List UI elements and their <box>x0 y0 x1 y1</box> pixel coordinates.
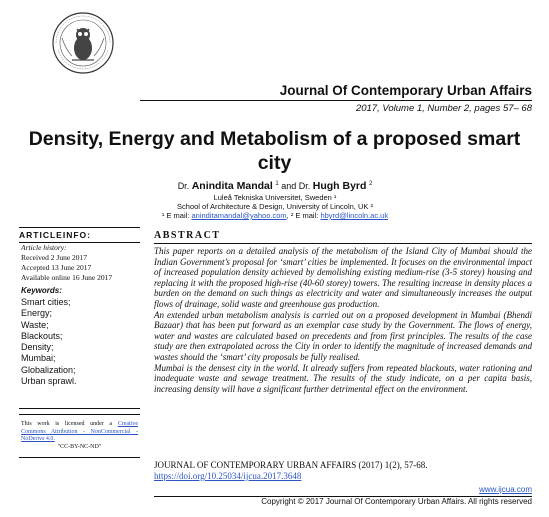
history-received: Received 2 June 2017 <box>21 253 88 262</box>
header-divider <box>140 100 532 101</box>
email-link-1[interactable]: aninditamandal@yahoo.com <box>191 211 287 220</box>
paper-title: Density, Energy and Metabolism of a proposed smart city <box>28 128 521 174</box>
citation-text: JOURNAL OF CONTEMPORARY URBAN AFFAIRS (2017) 1(2), 57-68. <box>154 460 428 470</box>
abstract-body <box>154 246 532 394</box>
license-code: "CC-BY-NC-ND" <box>57 443 102 450</box>
doi-link[interactable]: https://doi.org/10.25034/ijcua.2017.3648 <box>154 470 302 481</box>
author-emails <box>60 211 490 220</box>
affiliation-2: School of Architecture & Design, University of Lincoln, UK ² <box>177 202 373 211</box>
citation <box>154 460 532 482</box>
email-link-2[interactable]: hbyrd@lincoln.ac.uk <box>320 211 389 220</box>
abstract-paragraph: An extended urban metabolism analysis is carried out on a proposed development in Mumbai (Bhendi Bazaar) that has been put forward as an exemplar case study by the Government. The flows of energy, water and wastes are calculated based on precedents and from first principles. The results of the case study are then extrapolated across the City in order to identify the magnitude of increased demands and wastes should the ‘smart’ city proposals be fully realised. <box>154 309 532 362</box>
author-name: Hugh Byrd <box>312 180 367 192</box>
email-label: ¹ E mail: <box>161 211 190 220</box>
article-history-heading: Article history: <box>21 243 67 252</box>
abstract-heading: ABSTRACT <box>154 230 532 244</box>
article-info-heading: ARTICLEINFO: <box>19 230 140 243</box>
authors-line <box>60 180 490 192</box>
keywords-heading: Keywords: <box>21 286 62 295</box>
copyright-notice: Copyright © 2017 Journal Of Contemporary Urban Affairs. All rights reserved <box>261 497 532 506</box>
author-name: Anindita Mandal <box>191 180 273 192</box>
author-joiner: and <box>281 181 297 191</box>
license-prefix: This work is licensed under a <box>21 421 113 427</box>
keyword-item: Blackouts; <box>21 330 63 341</box>
author-affiliation-mark: 1 <box>275 181 279 187</box>
abstract-paragraph: This paper reports on a detailed analysis of the metabolism of the Island City of Mumbai should the Indian Government’s proposal for ‘smart’ cities be implemented. It focuses on the environmental impact of increased population density achieved by demolishing existing medium-rise (3-5 storey) housing and replacing it with the proposed high-rise (40-60 storey) towers. The resulting increase in density places a burden on the demand on such things as electricity and water and simultaneously increases the output flows of drainage, solid waste and greenhouse gas production. <box>154 246 532 309</box>
history-online: Available online 16 June 2017 <box>21 273 113 282</box>
email-label: ² E mail: <box>290 211 319 220</box>
keyword-item: Waste; <box>21 319 49 330</box>
keyword-item: Density; <box>21 342 54 353</box>
email-separator: , <box>286 211 289 220</box>
keyword-item: Energy; <box>21 308 53 319</box>
keyword-item: Mumbai; <box>21 353 56 364</box>
abstract-paragraph: Mumbai is the densest city in the world. It already suffers from repeated blackouts, water rationing and inadequate waste and sewage treatment. The results of the study indicate, on a per capita basis, increasing density will have a significant further detrimental effect on the environment. <box>154 362 532 394</box>
journal-logo <box>50 10 116 94</box>
author-prefix: Dr. <box>177 181 190 191</box>
journal-website-link[interactable]: www.ijcua.com <box>479 485 532 494</box>
author-prefix: Dr. <box>298 181 311 191</box>
license-link[interactable]: Creative Commons Attribution - NonCommercial - NoDerivs 4.0. <box>21 421 139 443</box>
keyword-item: Urban sprawl. <box>21 376 77 387</box>
affiliation-1: Luleå Tekniska Universitet, Sweden ¹ <box>213 193 337 202</box>
journal-issue: 2017, Volume 1, Number 2, pages 57– 68 <box>355 103 532 114</box>
keyword-item: Smart cities; <box>21 297 71 307</box>
keyword-item: Globalization; <box>21 364 76 375</box>
journal-name: Journal Of Contemporary Urban Affairs <box>279 83 532 98</box>
history-accepted: Accepted 13 June 2017 <box>21 263 92 272</box>
keywords-list <box>21 297 77 387</box>
license-text <box>21 421 138 451</box>
author-affiliation-mark: 2 <box>368 181 373 187</box>
